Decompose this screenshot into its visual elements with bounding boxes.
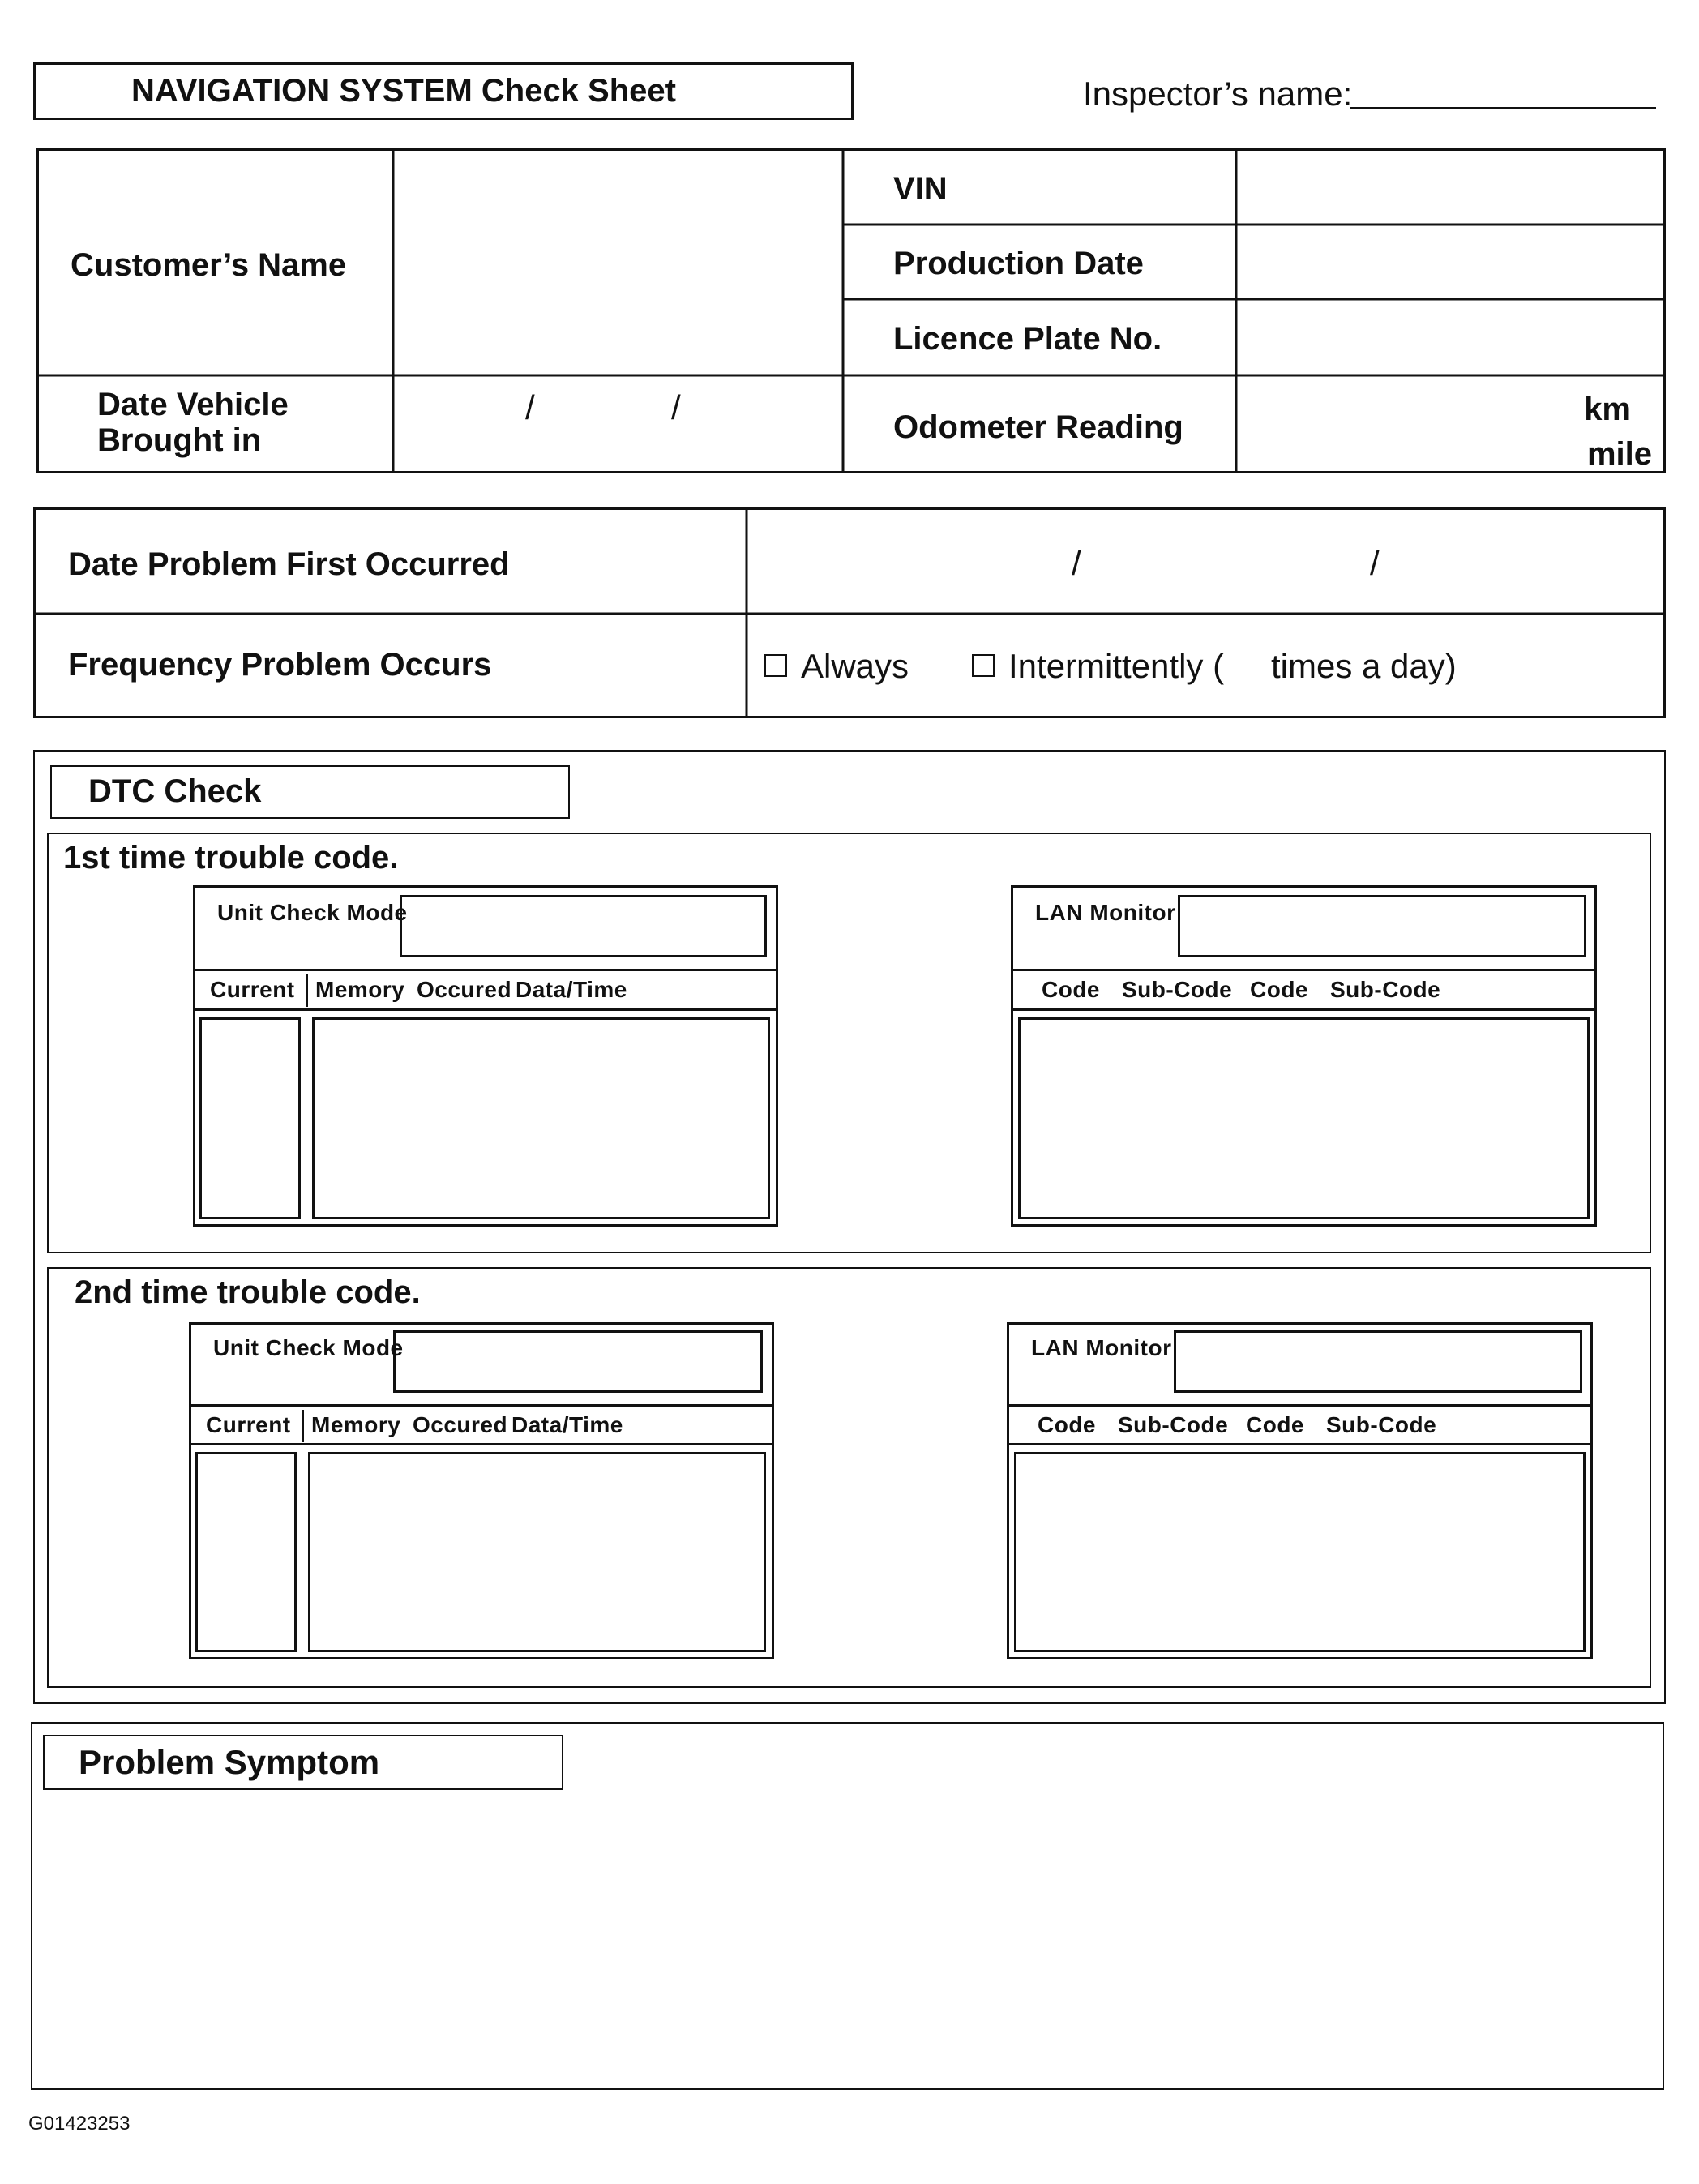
memory-codes-field-1[interactable]	[312, 1017, 770, 1219]
licence-plate-field[interactable]	[1239, 301, 1663, 374]
customer-name-label: Customer’s Name	[71, 247, 347, 283]
vin-field[interactable]	[1239, 151, 1663, 223]
always-checkbox[interactable]	[764, 654, 787, 677]
title-box	[33, 62, 854, 120]
unit-body-divider-1	[193, 1008, 778, 1011]
unit-km: km	[1584, 392, 1631, 427]
unit-header-divider-1	[193, 969, 778, 971]
unit-check-mode-label-2: Unit Check Mode	[213, 1335, 404, 1360]
sub-code-header-2a: Sub-Code	[1118, 1412, 1229, 1437]
lan-monitor-label-1: LAN Monitor	[1035, 900, 1176, 925]
figure-id: G01423253	[28, 2113, 131, 2135]
production-date-field[interactable]	[1239, 226, 1663, 298]
first-date-slash-2: /	[1370, 544, 1380, 582]
occured-header-1: Occured	[417, 977, 512, 1002]
dtc-check-title: DTC Check	[88, 773, 262, 809]
vehicle-info-table	[36, 148, 1666, 473]
dtc-first-title: 1st time trouble code.	[63, 840, 399, 876]
unit-body-divider-2	[189, 1443, 774, 1445]
current-header-2: Current	[206, 1412, 291, 1437]
code-header-1b: Code	[1250, 977, 1308, 1002]
header-separator-2	[302, 1410, 304, 1442]
lan-codes-field-2[interactable]	[1014, 1452, 1586, 1652]
times-a-day-label: times a day)	[1271, 647, 1457, 685]
date-brought-label-line2: Brought in	[97, 422, 262, 458]
page-title: NAVIGATION SYSTEM Check Sheet	[131, 73, 676, 109]
lan-monitor-label-2: LAN Monitor	[1031, 1335, 1172, 1360]
date-first-occurred-label: Date Problem First Occurred	[68, 546, 510, 582]
production-date-label: Production Date	[893, 246, 1144, 281]
date-first-occurred-field[interactable]	[749, 510, 1663, 612]
unit-header-divider-2	[189, 1404, 774, 1407]
code-header-1a: Code	[1042, 977, 1100, 1002]
inspector-name-field[interactable]	[1350, 107, 1656, 109]
date-brought-field[interactable]	[395, 377, 841, 472]
first-date-slash-1: /	[1072, 544, 1081, 582]
vin-label: VIN	[893, 171, 948, 207]
inspector-name-label: Inspector’s name:	[1083, 75, 1353, 113]
problem-symptom-title: Problem Symptom	[79, 1743, 380, 1781]
occured-header-2: Occured	[413, 1412, 508, 1437]
licence-plate-label: Licence Plate No.	[893, 321, 1162, 357]
dtc-second-title: 2nd time trouble code.	[75, 1274, 421, 1310]
memory-header-2: Memory	[311, 1412, 401, 1437]
intermittently-checkbox[interactable]	[972, 654, 995, 677]
data-time-header-2: Data/Time	[511, 1412, 623, 1437]
unit-check-mode-field-2[interactable]	[393, 1330, 763, 1393]
unit-check-mode-label-1: Unit Check Mode	[217, 900, 408, 925]
customer-name-field[interactable]	[395, 151, 841, 374]
unit-check-mode-panel-1	[193, 885, 778, 1227]
current-header-1: Current	[210, 977, 295, 1002]
unit-mile: mile	[1586, 436, 1652, 472]
sub-code-header-2b: Sub-Code	[1326, 1412, 1437, 1437]
current-codes-field-2[interactable]	[195, 1452, 297, 1652]
current-codes-field-1[interactable]	[199, 1017, 301, 1219]
memory-codes-field-2[interactable]	[308, 1452, 766, 1652]
code-header-2a: Code	[1038, 1412, 1096, 1437]
always-label: Always	[801, 647, 909, 685]
lan-monitor-field-1[interactable]	[1178, 895, 1586, 957]
lan-header-divider-2	[1007, 1404, 1593, 1407]
problem-symptom-header	[43, 1735, 563, 1790]
lan-monitor-field-2[interactable]	[1174, 1330, 1582, 1393]
unit-check-mode-field-1[interactable]	[400, 895, 767, 957]
sub-code-header-1b: Sub-Code	[1330, 977, 1441, 1002]
problem-occurrence-table	[33, 507, 1666, 718]
date-slash-2: /	[671, 388, 681, 426]
code-header-2b: Code	[1246, 1412, 1304, 1437]
lan-body-divider-2	[1007, 1443, 1593, 1445]
date-slash-1: /	[525, 388, 535, 426]
header-separator-1	[306, 974, 308, 1007]
intermittently-label: Intermittently (	[1008, 647, 1225, 685]
odometer-label: Odometer Reading	[893, 409, 1183, 445]
unit-check-mode-panel-2	[189, 1322, 774, 1659]
odometer-field[interactable]	[1239, 377, 1663, 472]
date-brought-label-line1: Date Vehicle	[97, 387, 289, 422]
lan-body-divider-1	[1011, 1008, 1597, 1011]
data-time-header-1: Data/Time	[516, 977, 627, 1002]
memory-header-1: Memory	[315, 977, 405, 1002]
frequency-label: Frequency Problem Occurs	[68, 647, 492, 683]
lan-header-divider-1	[1011, 969, 1597, 971]
dtc-check-header	[50, 765, 570, 819]
lan-codes-field-1[interactable]	[1018, 1017, 1590, 1219]
sub-code-header-1a: Sub-Code	[1122, 977, 1233, 1002]
lan-monitor-panel-1	[1011, 885, 1597, 1227]
lan-monitor-panel-2	[1007, 1322, 1593, 1659]
